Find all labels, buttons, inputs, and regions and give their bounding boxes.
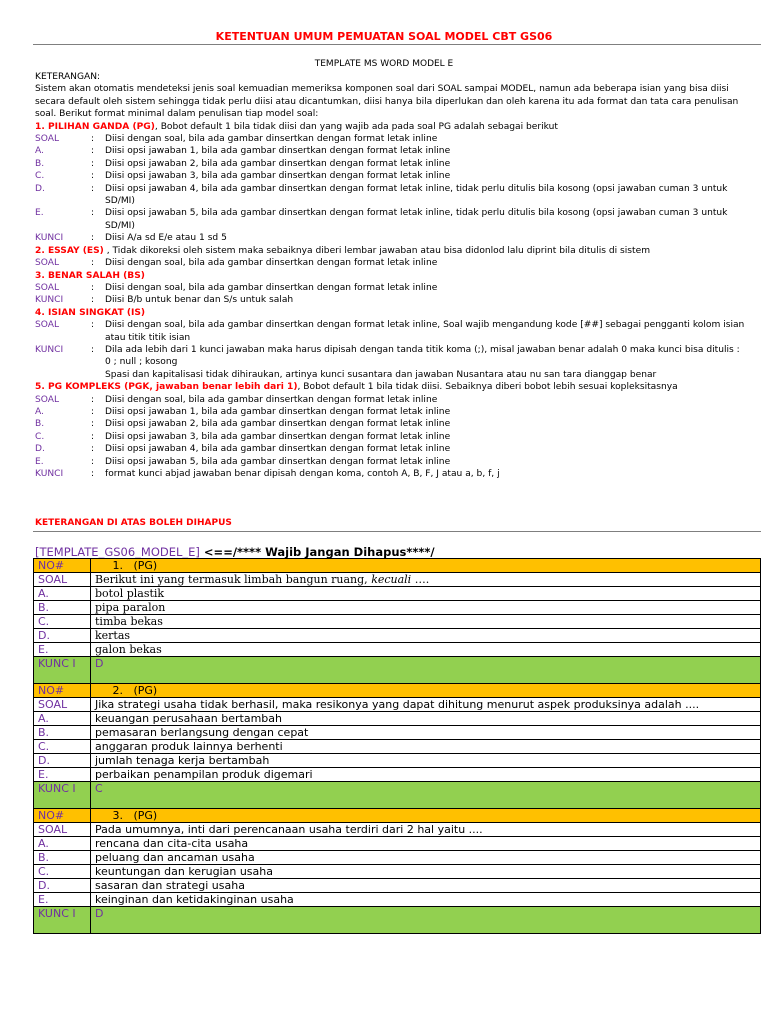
document-title: KETENTUAN UMUM PEMUATAN SOAL MODEL CBT GS06 xyxy=(215,30,553,43)
row-colon: : xyxy=(91,456,95,467)
option-row-label: C. xyxy=(34,740,91,754)
row-colon: : xyxy=(91,233,95,244)
answer-key-row xyxy=(34,657,761,684)
row-colon: : xyxy=(91,469,95,479)
row-label: SOAL xyxy=(35,258,60,269)
row-label xyxy=(35,369,91,381)
question-number-row xyxy=(34,559,761,573)
questions-table xyxy=(33,558,761,934)
row-colon: : xyxy=(91,258,95,269)
question-soal-row xyxy=(34,698,761,712)
row-colon: : xyxy=(91,171,95,182)
option-row-label: B. xyxy=(34,726,91,740)
section-row xyxy=(35,282,755,294)
option-row xyxy=(34,893,761,907)
row-text: Diisi B/b untuk benar dan S/s untuk salah xyxy=(105,295,294,306)
row-colon: : xyxy=(91,282,95,293)
answer-key-row xyxy=(34,907,761,934)
row-text: Diisi opsi jawaban 5, bila ada gambar dinsertkan dengan format letak inline, tidak perlu ditulis bila kosong (opsi jawaban cuman 3 untuk SD/MI) xyxy=(105,208,728,231)
template-subtitle: TEMPLATE MS WORD MODEL E xyxy=(314,59,454,69)
section-description: , Bobot default 1 bila tidak diisi. Sebaiknya diberi bobot lebih sesuai kopleksitasnya xyxy=(297,382,678,393)
row-label: E. xyxy=(35,456,44,467)
section-row xyxy=(35,406,755,418)
option-row-value[interactable]: anggaran produk lainnya berhenti xyxy=(91,740,761,754)
question-soal-row-label: SOAL xyxy=(34,823,91,837)
option-row-label: A. xyxy=(34,587,91,601)
template-tag-line xyxy=(35,545,435,559)
section-row xyxy=(35,369,755,381)
row-colon: : xyxy=(91,344,95,355)
option-row-label: A. xyxy=(34,712,91,726)
option-row-value[interactable]: peluang dan ancaman usaha xyxy=(91,851,761,865)
row-colon xyxy=(91,369,105,381)
answer-key-row-label: KUNC I xyxy=(34,907,91,934)
row-text: Diisi opsi jawaban 3, bila ada gambar dinsertkan dengan format letak inline xyxy=(105,431,451,442)
row-label: SOAL xyxy=(35,320,60,331)
option-row-value[interactable]: botol plastik xyxy=(91,587,761,601)
section-description: , Bobot default 1 bila tidak diisi dan yang wajib ada pada soal PG adalah sebagai berikut xyxy=(154,121,558,132)
row-text: Diisi opsi jawaban 2, bila ada gambar dinsertkan dengan format letak inline xyxy=(105,419,451,430)
row-colon xyxy=(91,356,105,368)
answer-key-row-label: KUNC I xyxy=(34,782,91,809)
section-title: 4. ISIAN SINGKAT (IS) xyxy=(35,307,146,318)
question-number-row-value[interactable]: 2. (PG) xyxy=(91,684,761,698)
section-row xyxy=(35,418,755,430)
section-row xyxy=(35,183,755,208)
row-colon: : xyxy=(91,394,95,405)
row-text: format kunci abjad jawaban benar dipisah dengan koma, contoh A, B, F, J atau a, b, f, j xyxy=(105,469,500,479)
row-colon: : xyxy=(91,444,95,455)
option-row xyxy=(34,587,761,601)
option-row xyxy=(34,865,761,879)
row-colon: : xyxy=(91,431,95,442)
option-row-value[interactable]: timba bekas xyxy=(91,615,761,629)
question-number-row-label: NO# xyxy=(34,559,91,573)
intro-body: Sistem akan otomatis mendeteksi jenis soal kemuadian memeriksa komponen soal dari SOAL sampai MODEL, namun ada beberapa isian yang bisa diisi secara default oleh sistem sehingga tidak perlu diisi atau dicantumkan, diisi hanya bila diperlukan dan oleh karena itu ada format dan tata cara penulisan soal. Berikut format minimal dalam penulisan tiap model soal: xyxy=(35,84,739,120)
option-row-label: D. xyxy=(34,879,91,893)
option-row xyxy=(34,712,761,726)
row-colon: : xyxy=(91,158,95,169)
row-text: Diisi opsi jawaban 1, bila ada gambar dinsertkan dengan format letak inline xyxy=(105,146,451,157)
option-row-value[interactable]: perbaikan penampilan produk digemari xyxy=(91,768,761,782)
section-row xyxy=(35,356,755,368)
section-title: 1. PILIHAN GANDA (PG) xyxy=(35,121,155,132)
row-text: Diisi dengan soal, bila ada gambar dinsertkan dengan format letak inline xyxy=(105,282,438,293)
row-text: Dila ada lebih dari 1 kunci jawaban maka harus dipisah dengan tanda titik koma (;), misal jawaban benar adalah 0 maka kunci bisa ditulis : xyxy=(105,344,740,355)
option-row-value[interactable]: pipa paralon xyxy=(91,601,761,615)
section-row xyxy=(35,394,755,406)
question-soal-row-value[interactable] xyxy=(91,698,761,712)
question-number-row-value[interactable]: 1. (PG) xyxy=(91,559,761,573)
row-colon: : xyxy=(91,146,95,157)
intro-heading: KETERANGAN: xyxy=(35,72,101,82)
option-row-label: E. xyxy=(34,893,91,907)
row-label: E. xyxy=(35,208,44,219)
option-row xyxy=(34,851,761,865)
row-label: KUNCI xyxy=(35,295,64,306)
section-row xyxy=(35,294,755,306)
title-divider xyxy=(33,44,761,45)
row-colon: : xyxy=(91,406,95,417)
deletable-note: KETERANGAN DI ATAS BOLEH DIHAPUS xyxy=(35,518,232,528)
row-text: Diisi opsi jawaban 4, bila ada gambar dinsertkan dengan format letak inline, tidak perlu ditulis bila kosong (opsi jawaban cuman 3 untuk SD/MI) xyxy=(105,183,728,207)
question-soal-row-label: SOAL xyxy=(34,698,91,712)
row-colon: : xyxy=(91,134,95,145)
row-colon: : xyxy=(91,419,95,430)
row-text: 0 ; null ; kosong xyxy=(105,357,178,368)
row-label: KUNCI xyxy=(35,233,64,244)
option-row-label: E. xyxy=(34,643,91,657)
section-row xyxy=(35,456,755,468)
answer-key-row-label: KUNC I xyxy=(34,657,91,684)
soal-text: Berikut ini yang termasuk limbah bangun ruang, xyxy=(95,573,372,586)
section-row xyxy=(35,170,755,182)
template-code: [TEMPLATE_GS06_MODEL_E] xyxy=(35,545,200,559)
soal-text: Jika strategi usaha tidak berhasil, maka resikonya yang dapat dihitung menurut aspek produksinya adalah .... xyxy=(95,698,700,711)
option-row-value[interactable]: sasaran dan strategi usaha xyxy=(91,879,761,893)
section-heading xyxy=(35,270,755,282)
question-number-row-label: NO# xyxy=(34,684,91,698)
option-row-label: A. xyxy=(34,837,91,851)
answer-key-row-value[interactable]: D xyxy=(91,907,761,934)
answer-key-row-value[interactable]: D xyxy=(91,657,761,684)
row-label: SOAL xyxy=(35,134,60,145)
section-row xyxy=(35,431,755,443)
section-row xyxy=(35,257,755,269)
row-colon: : xyxy=(91,183,95,194)
section-title: 3. BENAR SALAH (BS) xyxy=(35,270,145,281)
row-text: Spasi dan kapitalisasi tidak dihiraukan, artinya kunci susantara dan jawaban Nusantara atau nu san tara dianggap benar xyxy=(105,369,657,380)
option-row xyxy=(34,740,761,754)
option-row xyxy=(34,629,761,643)
row-text: Diisi dengan soal, bila ada gambar dinsertkan dengan format letak inline xyxy=(105,134,438,145)
section-row xyxy=(35,207,755,232)
option-row xyxy=(34,615,761,629)
option-row-label: D. xyxy=(34,754,91,768)
answer-key-row-value[interactable]: C xyxy=(91,782,761,809)
option-row-value[interactable]: keuangan perusahaan bertambah xyxy=(91,712,761,726)
question-number-row xyxy=(34,809,761,823)
row-label xyxy=(35,356,91,368)
row-colon: : xyxy=(91,320,95,331)
row-text: Diisi dengan soal, bila ada gambar dinsertkan dengan format letak inline, Soal wajib mengandung kode [##] sebagai pengganti kolom isian atau titik titik isian xyxy=(105,320,745,343)
option-row-value[interactable]: galon bekas xyxy=(91,643,761,657)
instructions-block xyxy=(35,71,755,480)
question-soal-row xyxy=(34,823,761,837)
row-text: Diisi opsi jawaban 5, bila ada gambar dinsertkan dengan format letak inline xyxy=(105,456,451,467)
option-row-label: D. xyxy=(34,629,91,643)
sections-list xyxy=(35,121,755,481)
row-text: Diisi opsi jawaban 3, bila ada gambar dinsertkan dengan format letak inline xyxy=(105,171,451,182)
section-row xyxy=(35,158,755,170)
row-label: C. xyxy=(35,431,45,442)
option-row-value[interactable]: pemasaran berlangsung dengan cepat xyxy=(91,726,761,740)
row-label: B. xyxy=(35,419,45,430)
note-divider xyxy=(33,531,761,532)
row-text: Diisi A/a sd E/e atau 1 sd 5 xyxy=(105,233,227,244)
question-number-row-value[interactable]: 3. (PG) xyxy=(91,809,761,823)
question-number-row-label: NO# xyxy=(34,809,91,823)
option-row xyxy=(34,879,761,893)
section-row xyxy=(35,344,755,356)
option-row xyxy=(34,754,761,768)
row-colon: : xyxy=(91,208,95,219)
section-heading xyxy=(35,121,755,133)
row-label: C. xyxy=(35,171,45,182)
row-label: A. xyxy=(35,406,44,417)
row-text: Diisi dengan soal, bila ada gambar dinsertkan dengan format letak inline xyxy=(105,258,438,269)
soal-text: Pada umumnya, inti dari perencanaan usaha terdiri dari 2 hal yaitu .... xyxy=(95,823,483,836)
option-row xyxy=(34,837,761,851)
question-soal-row-label: SOAL xyxy=(34,573,91,587)
section-row xyxy=(35,232,755,244)
question-soal-row-value[interactable] xyxy=(91,823,761,837)
question-soal-row xyxy=(34,573,761,587)
question-soal-row-value[interactable] xyxy=(91,573,761,587)
option-row xyxy=(34,643,761,657)
row-label: D. xyxy=(35,183,45,194)
option-row xyxy=(34,601,761,615)
row-text: Diisi opsi jawaban 1, bila ada gambar dinsertkan dengan format letak inline xyxy=(105,406,451,417)
template-warning: <==/**** Wajib Jangan Dihapus****/ xyxy=(199,545,435,559)
option-row-value[interactable]: kertas xyxy=(91,629,761,643)
option-row-label: E. xyxy=(34,768,91,782)
section-row xyxy=(35,145,755,157)
row-label: D. xyxy=(35,444,45,455)
row-text: Diisi opsi jawaban 2, bila ada gambar dinsertkan dengan format letak inline xyxy=(105,158,451,169)
row-label: A. xyxy=(35,146,44,157)
option-row-value[interactable]: rencana dan cita-cita usaha xyxy=(91,837,761,851)
option-row-label: B. xyxy=(34,851,91,865)
row-text: Diisi dengan soal, bila ada gambar dinsertkan dengan format letak inline xyxy=(105,394,438,405)
option-row-value[interactable]: keinginan dan ketidakinginan usaha xyxy=(91,893,761,907)
option-row-value[interactable]: jumlah tenaga kerja bertambah xyxy=(91,754,761,768)
row-label: KUNCI xyxy=(35,344,64,355)
section-row xyxy=(35,133,755,145)
option-row-label: C. xyxy=(34,865,91,879)
option-row xyxy=(34,726,761,740)
section-row xyxy=(35,468,755,480)
section-heading xyxy=(35,245,755,257)
row-colon: : xyxy=(91,295,95,306)
section-row xyxy=(35,319,755,344)
row-label: SOAL xyxy=(35,394,60,405)
option-row xyxy=(34,768,761,782)
row-label: KUNCI xyxy=(35,469,64,479)
section-title: 5. PG KOMPLEKS (PGK, jawaban benar lebih dari 1) xyxy=(35,382,298,393)
row-text: Diisi opsi jawaban 4, bila ada gambar dinsertkan dengan format letak inline xyxy=(105,444,451,455)
section-heading xyxy=(35,381,755,393)
question-number-row xyxy=(34,684,761,698)
soal-emphasis: kecuali xyxy=(371,573,412,586)
section-heading xyxy=(35,307,755,319)
section-description: , Tidak dikoreksi oleh sistem maka sebaiknya diberi lembar jawaban atau bisa didonlod lalu diprint bila ditulis di sistem xyxy=(103,245,651,256)
option-row-label: C. xyxy=(34,615,91,629)
row-label: SOAL xyxy=(35,282,60,293)
answer-key-row xyxy=(34,782,761,809)
row-label: B. xyxy=(35,158,45,169)
soal-ending: …. xyxy=(411,573,430,586)
section-row xyxy=(35,443,755,455)
option-row-label: B. xyxy=(34,601,91,615)
option-row-value[interactable]: keuntungan dan kerugian usaha xyxy=(91,865,761,879)
section-title: 2. ESSAY (ES) xyxy=(35,245,104,256)
